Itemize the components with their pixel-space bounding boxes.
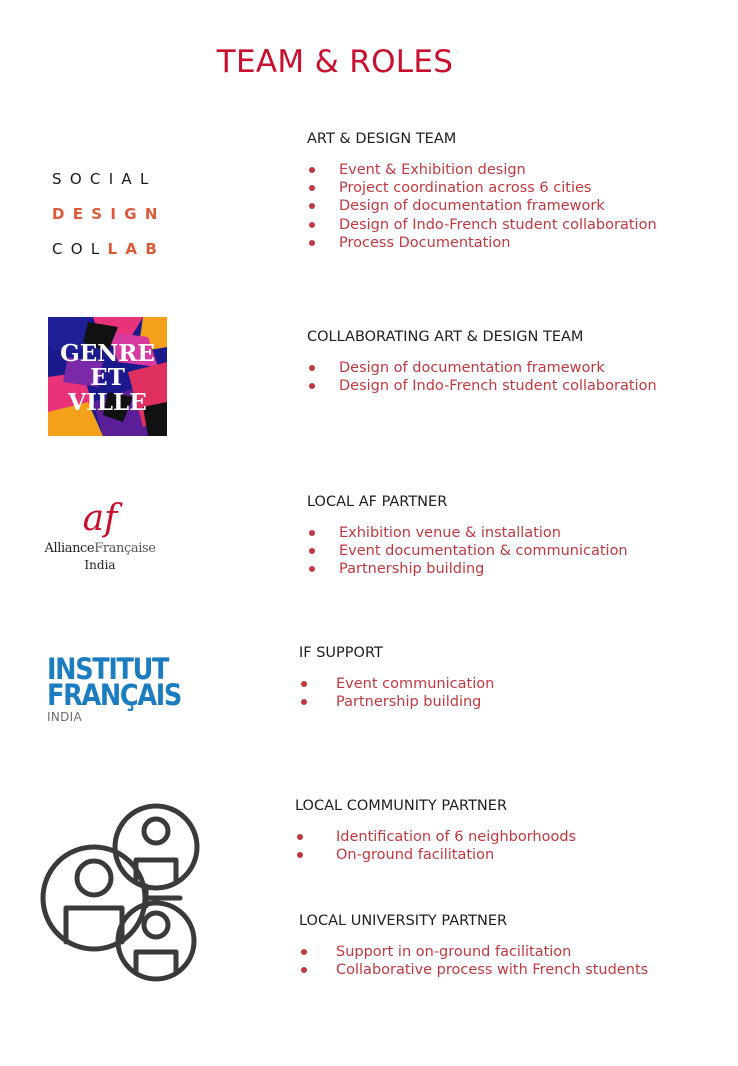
list-item: Identification of 6 neighborhoods [295,828,576,846]
section-local-community-partner [295,798,576,864]
list-item: Event communication [299,675,494,693]
logo-text-accent: LAB [107,240,166,258]
af-country: India [84,558,116,572]
section-heading: IF SUPPORT [299,645,383,661]
section-heading: LOCAL COMMUNITY PARTNER [295,798,508,814]
section-if-support [299,645,494,711]
list-item: Exhibition venue & installation [307,524,628,542]
list-item: On-ground facilitation [295,846,576,864]
list-item: Partnership building [307,560,628,578]
logo-text: COL [52,240,108,258]
section-collaborating-team [307,329,657,395]
af-name-b: Française [94,541,156,556]
af-name-a: Alliance [44,541,95,556]
list-item: Project coordination across 6 cities [307,179,657,197]
list-item: Partnership building [299,693,494,711]
institut-francais-logo [47,652,199,724]
list-item: Design of documentation framework [307,197,657,215]
section-heading: LOCAL UNIVERSITY PARTNER [299,913,508,929]
section-heading: COLLABORATING ART & DESIGN TEAM [307,329,584,345]
page-title: TEAM & ROLES [216,44,454,80]
logo-line [52,232,166,267]
logo-text: VILLE [68,389,147,416]
logo-text: GENRE [60,340,155,367]
logo-text: ET [90,364,125,391]
role-list [307,524,628,579]
section-heading: LOCAL AF PARTNER [307,494,448,510]
list-item: Collaborative process with French students [299,961,648,979]
section-art-design-team [307,131,657,252]
alliance-francaise-logo [30,497,170,572]
role-list [299,943,648,979]
logo-line: DESIGN [52,205,166,223]
list-item: Support in on-ground facilitation [299,943,648,961]
section-heading: ART & DESIGN TEAM [307,131,457,147]
af-name [30,541,170,556]
list-item: Design of Indo-French student collaboration [307,377,657,395]
if-line1: INSTITUT [47,652,169,686]
if-line3: INDIA [47,710,83,724]
role-list [307,359,657,395]
list-item: Event documentation & communication [307,542,628,560]
role-list [295,828,576,864]
section-local-university-partner [299,913,648,979]
community-people-icon [40,802,200,986]
af-mark: af [82,498,118,539]
list-item: Design of Indo-French student collaboration [307,216,657,234]
logo-line: SOCIAL [52,170,157,188]
section-local-af-partner [307,494,628,579]
if-line2: FRANÇAIS [47,678,181,712]
role-list [299,675,494,711]
genre-et-ville-logo [48,317,167,436]
list-item: Design of documentation framework [307,359,657,377]
role-list [307,161,657,252]
social-design-collab-logo [52,162,166,267]
list-item: Process Documentation [307,234,657,252]
list-item: Event & Exhibition design [307,161,657,179]
